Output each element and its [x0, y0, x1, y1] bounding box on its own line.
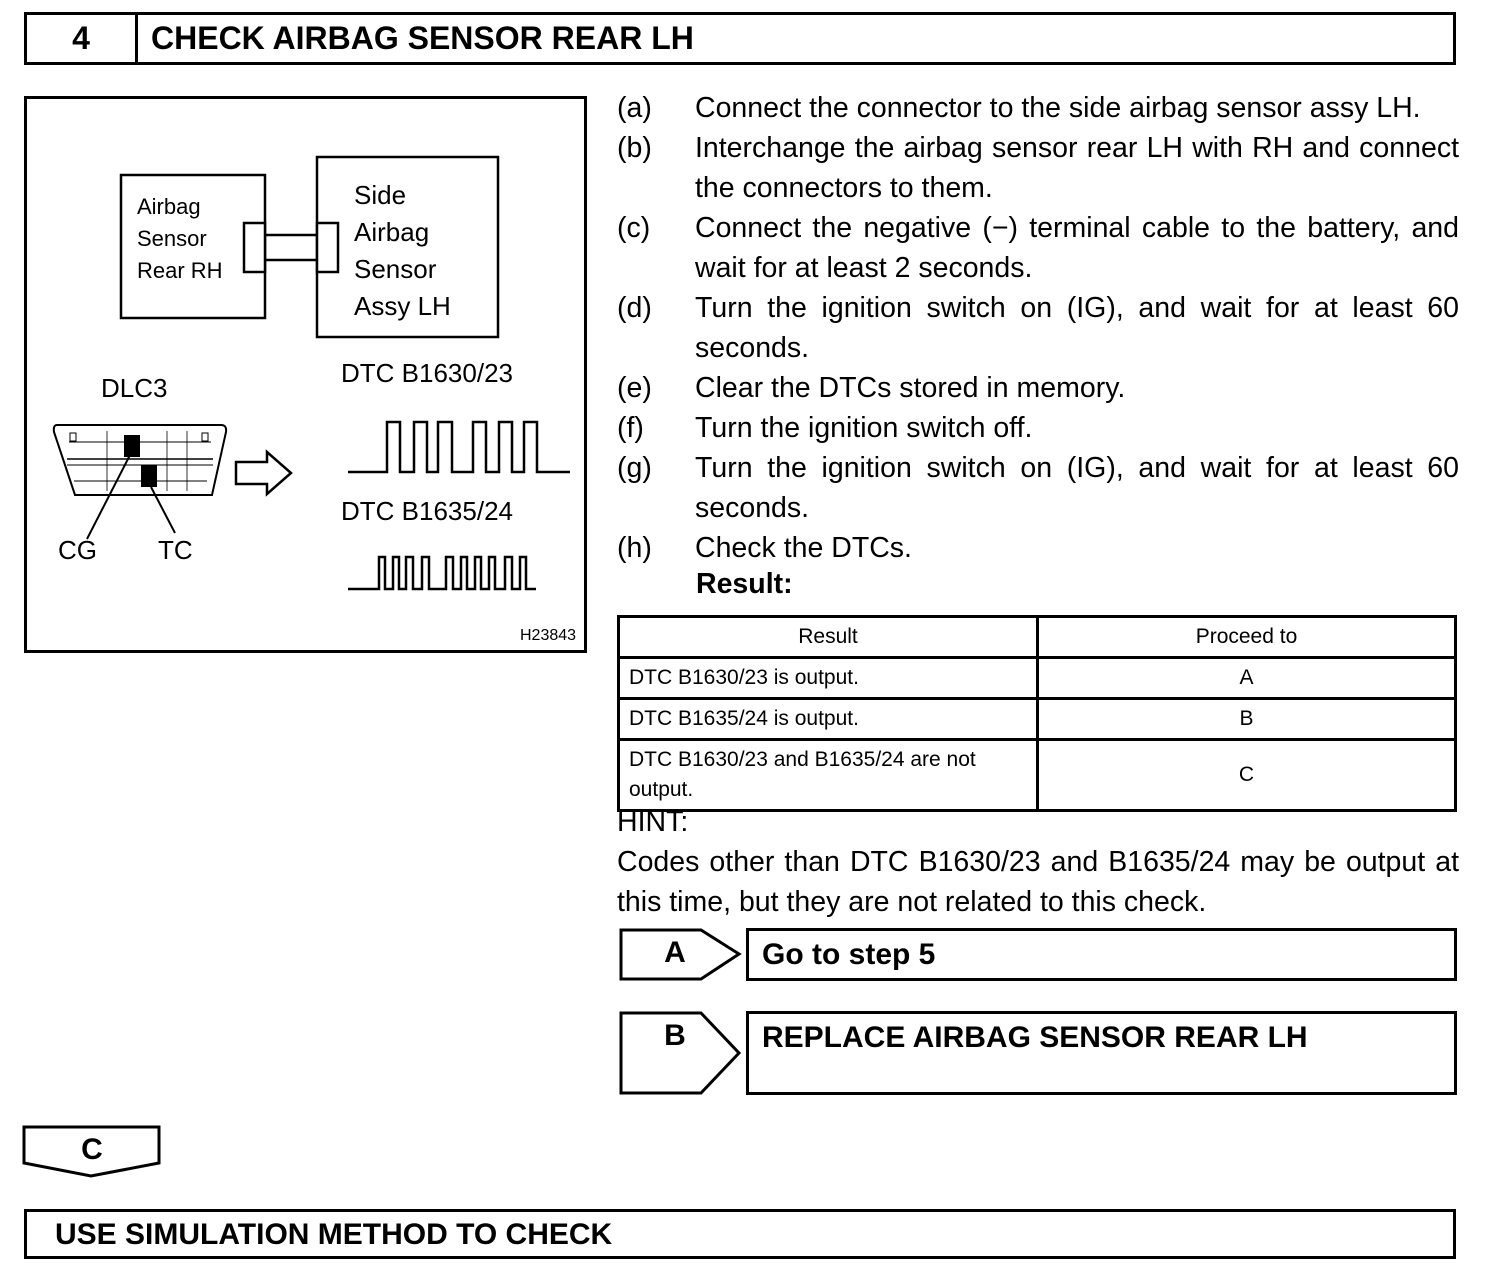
step-text: Interchange the airbag sensor rear LH with RH and connect the connectors to them.	[695, 132, 1459, 204]
step-label: (a)	[617, 92, 652, 124]
step-item	[617, 448, 1459, 528]
step-label: (f)	[617, 412, 644, 444]
dtc1-label: DTC B1630/23	[341, 358, 513, 388]
step-item	[617, 408, 1459, 448]
outcome-b-action: REPLACE AIRBAG SENSOR REAR LH	[762, 1021, 1308, 1054]
outcome-a-action-box	[746, 928, 1457, 981]
diagram-figure	[24, 96, 587, 653]
step-label: (b)	[617, 132, 652, 164]
connector-right	[317, 223, 338, 272]
outcome-b-action-box	[746, 1011, 1457, 1095]
step-text: Check the DTCs.	[695, 532, 912, 564]
result-cell: DTC B1630/23 and B1635/24 are not output.	[619, 740, 1038, 811]
outcome-a-action: Go to step 5	[762, 938, 936, 971]
step-item	[617, 128, 1459, 208]
header-result: Result	[619, 617, 1038, 658]
arrow-icon	[236, 452, 291, 494]
figure-id: H23843	[520, 627, 577, 644]
step-text: Connect the negative (−) terminal cable to the battery, and wait for at least 2 seconds.	[695, 212, 1459, 284]
step-label: (e)	[617, 372, 652, 404]
table-row	[619, 699, 1456, 740]
step-text: Clear the DTCs stored in memory.	[695, 372, 1126, 404]
next-step-box	[24, 1209, 1456, 1259]
procedure-steps	[617, 88, 1459, 568]
step-header	[24, 12, 1456, 65]
dtc1-waveform	[348, 422, 570, 472]
step-text: Turn the ignition switch on (IG), and wait for at least 60 seconds.	[695, 452, 1459, 524]
step-item	[617, 88, 1459, 128]
step-item	[617, 208, 1459, 288]
hint-block	[617, 802, 1459, 922]
step-number: 4	[27, 15, 138, 62]
dtc2-label: DTC B1635/24	[341, 496, 513, 526]
proceed-cell: A	[1038, 658, 1456, 699]
step-label: (d)	[617, 292, 652, 324]
step-label: (c)	[617, 212, 651, 244]
step-item	[617, 288, 1459, 368]
step-label: (g)	[617, 452, 652, 484]
outcome-b-tag-label: B	[664, 1019, 686, 1052]
proceed-cell: C	[1038, 740, 1456, 811]
cg-pin	[124, 435, 140, 457]
dlc3-label: DLC3	[101, 373, 168, 403]
step-text: Connect the connector to the side airbag sensor assy LH.	[695, 92, 1421, 124]
side-sensor-label: Side Airbag Sensor Assy LH	[354, 180, 451, 321]
step-text: Turn the ignition switch off.	[695, 412, 1033, 444]
sensor-rh-label: Airbag Sensor Rear RH	[137, 194, 223, 283]
dtc2-waveform	[348, 557, 536, 589]
result-label: Result:	[696, 568, 793, 600]
dlc3-connector-icon	[54, 425, 226, 539]
step-label: (h)	[617, 532, 652, 564]
step-item	[617, 528, 1459, 568]
next-step-title: USE SIMULATION METHOD TO CHECK	[55, 1218, 613, 1251]
hint-text: Codes other than DTC B1630/23 and B1635/24 may be output at this time, but they are not related to this check.	[617, 846, 1459, 918]
outcome-a-tag-label: A	[664, 936, 686, 969]
step-text: Turn the ignition switch on (IG), and wait for at least 60 seconds.	[695, 292, 1459, 364]
table-row	[619, 740, 1456, 811]
table-header-row	[619, 617, 1456, 658]
connector-left	[244, 223, 265, 272]
step-item	[617, 368, 1459, 408]
proceed-cell: B	[1038, 699, 1456, 740]
cg-label: CG	[58, 535, 97, 565]
step-title: CHECK AIRBAG SENSOR REAR LH	[151, 20, 694, 56]
table-row	[619, 658, 1456, 699]
header-proceed-to: Proceed to	[1038, 617, 1456, 658]
results-table	[617, 615, 1457, 812]
result-cell: DTC B1630/23 is output.	[619, 658, 1038, 699]
tc-pin	[141, 465, 157, 487]
result-cell: DTC B1635/24 is output.	[619, 699, 1038, 740]
hint-label: HINT:	[617, 806, 689, 838]
outcome-c-tag-label: C	[81, 1133, 103, 1166]
tc-label: TC	[158, 535, 193, 565]
